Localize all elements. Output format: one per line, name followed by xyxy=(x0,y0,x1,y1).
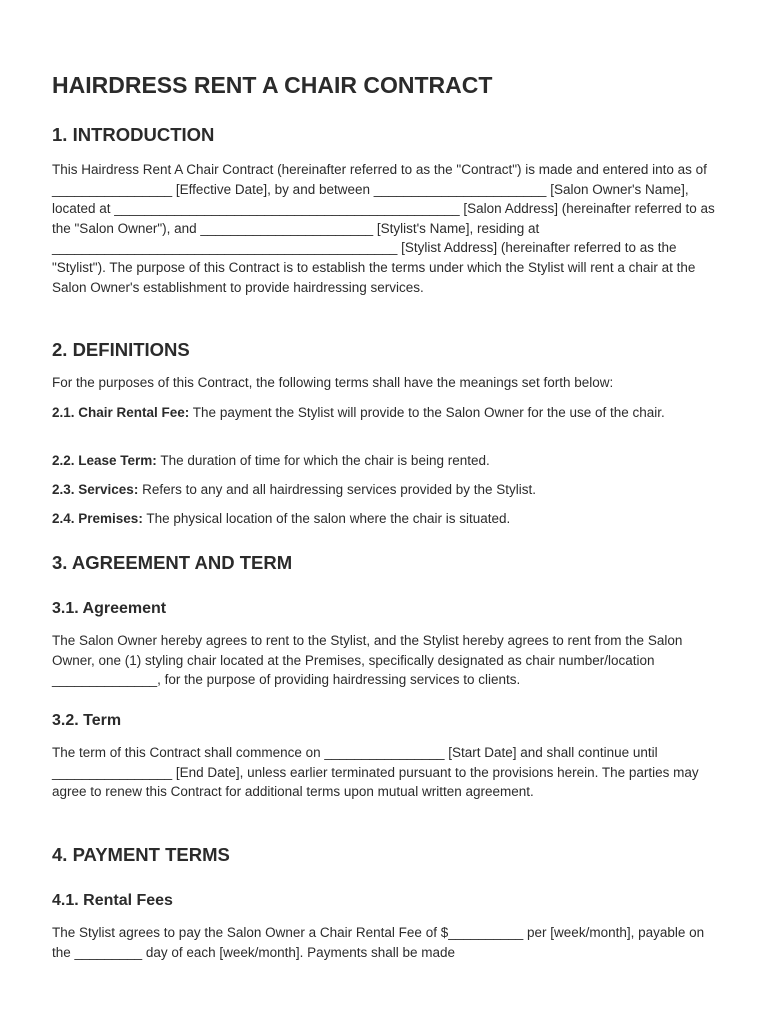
definition-item-services xyxy=(52,480,722,500)
definition-term: 2.2. Lease Term: xyxy=(52,453,157,468)
section-heading-introduction: 1. INTRODUCTION xyxy=(52,124,215,145)
agreement-paragraph: The Salon Owner hereby agrees to rent to the Stylist, and the Stylist hereby agrees to rent from the Salon Owner, one (1) styling chair located at the Premises, specifically designated as chair number/location ______________, for the purpose of providing hairdressing services to clients. xyxy=(52,633,683,688)
definition-text: The payment the Stylist will provide to the Salon Owner for the use of the chair. xyxy=(189,405,665,420)
definition-text: Refers to any and all hairdressing services provided by the Stylist. xyxy=(138,482,537,497)
section-heading-payment-terms: 4. PAYMENT TERMS xyxy=(52,844,230,865)
definition-term: 2.4. Premises: xyxy=(52,511,143,526)
definition-item-lease-term xyxy=(52,451,722,471)
section-heading-definitions: 2. DEFINITIONS xyxy=(52,339,190,360)
section-heading-agreement: 3. AGREEMENT AND TERM xyxy=(52,552,293,573)
document-title: HAIRDRESS RENT A CHAIR CONTRACT xyxy=(52,72,493,98)
subsection-heading-term: 3.2. Term xyxy=(52,712,122,729)
definitions-intro: For the purposes of this Contract, the following terms shall have the meanings set forth below: xyxy=(52,375,614,390)
term-paragraph: The term of this Contract shall commence on ________________ [Start Date] and shall continue until ________________ [End Date], unless earlier terminated pursuant to the provisions herein. The parties may agree to renew this Contract for additional terms upon mutual written agreement. xyxy=(52,745,699,800)
definition-text: The duration of time for which the chair is being rented. xyxy=(156,453,490,468)
definition-text: The physical location of the salon where the chair is situated. xyxy=(142,511,511,526)
definition-item-premises xyxy=(52,509,722,529)
introduction-paragraph: This Hairdress Rent A Chair Contract (hereinafter referred to as the "Contract") is made and entered into as of ________________ [Effective Date], by and between _______________________ [Salon Owner's Name], located at ______________________________________________ [Salon Address] (hereinafter referred to as the "Salon Owner"), and _______________________ [Stylist's Name], residing at ______________________________________________ [Stylist Address] (hereinafter referred to as the "Stylist"). The purpose of this Contract is to establish the terms under which the Stylist will rent a chair at the Salon Owner's establishment to provide hairdressing services. xyxy=(52,162,715,295)
rental-fees-paragraph: The Stylist agrees to pay the Salon Owner a Chair Rental Fee of $__________ per [week/month], payable on the _________ day of each [week/month]. Payments shall be made xyxy=(52,925,705,960)
definition-item-chair-rental-fee xyxy=(52,403,722,423)
definition-term: 2.3. Services: xyxy=(52,482,139,497)
subsection-heading-rental-fees: 4.1. Rental Fees xyxy=(52,892,173,909)
subsection-heading-agreement: 3.1. Agreement xyxy=(52,600,167,617)
definition-term: 2.1. Chair Rental Fee: xyxy=(52,405,190,420)
